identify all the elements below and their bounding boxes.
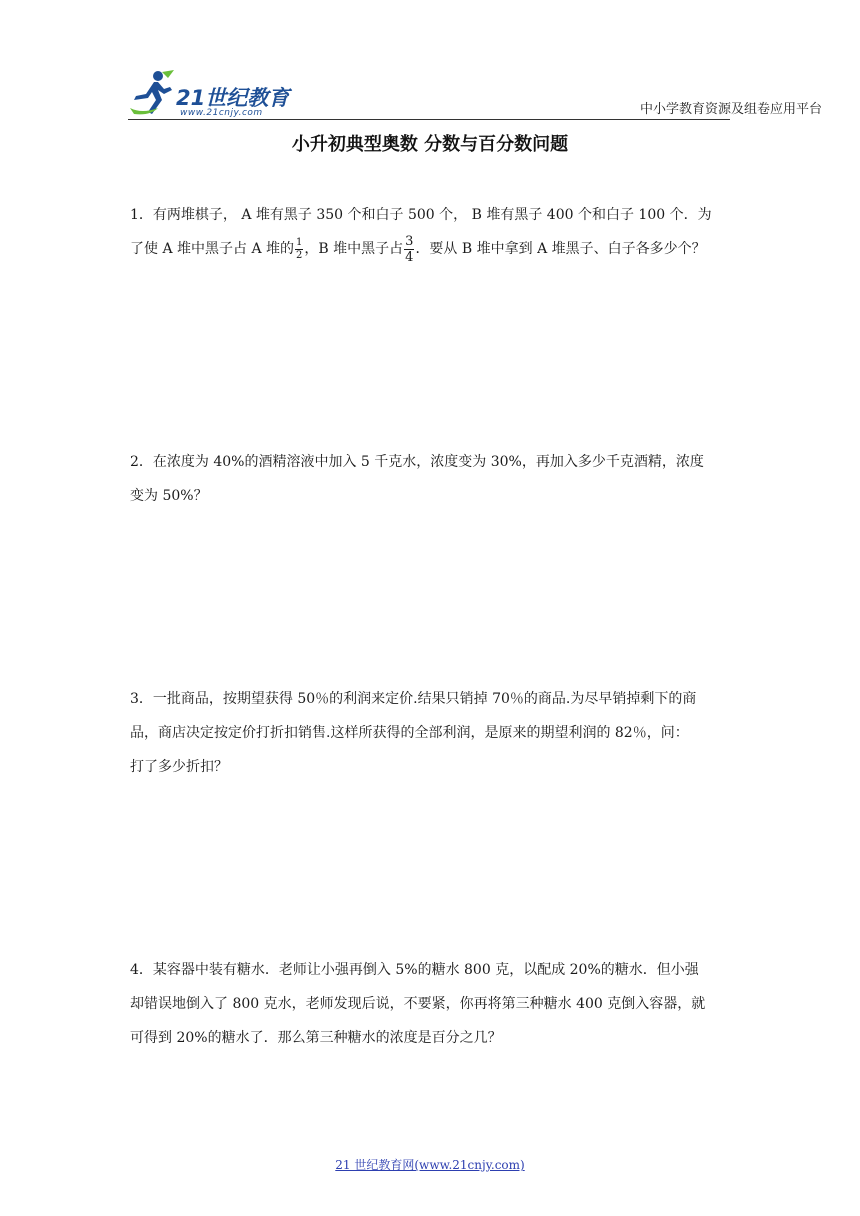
fraction-numerator: 3 bbox=[405, 233, 414, 249]
fraction-denominator: 2 bbox=[296, 249, 303, 261]
logo bbox=[128, 68, 328, 120]
header-divider bbox=[128, 119, 730, 120]
question-1-line-2 bbox=[130, 232, 732, 266]
page-header bbox=[128, 64, 822, 120]
question-3 bbox=[130, 682, 732, 784]
fraction-one-half bbox=[295, 238, 303, 261]
footer-link[interactable]: 21 世纪教育网(www.21cnjy.com) bbox=[335, 1158, 525, 1172]
platform-name: 中小学教育资源及组卷应用平台 bbox=[639, 102, 822, 117]
question-4-line-1: 4．某容器中装有糖水．老师让小强再倒入 5%的糖水 800 克，以配成 20%的糖水．但小强 bbox=[130, 962, 699, 978]
question-2 bbox=[130, 445, 732, 513]
question-4-line-3: 可得到 20%的糖水了．那么第三种糖水的浓度是百分之几？ bbox=[130, 1030, 502, 1046]
question-2-line-2: 变为 50%？ bbox=[130, 488, 208, 504]
page-title: 小升初典型奥数 分数与百分数问题 bbox=[291, 134, 569, 155]
running-figure-icon bbox=[128, 68, 176, 120]
question-1-text-a: 了使 A 堆中黑子占 A 堆的 bbox=[130, 241, 295, 257]
question-3-line-3: 打了多少折扣？ bbox=[130, 759, 228, 775]
question-1 bbox=[130, 198, 732, 266]
question-2-line-1: 2．在浓度为 40%的酒精溶液中加入 5 千克水，浓度变为 30%，再加入多少千克酒精，浓度 bbox=[130, 454, 704, 470]
logo-url: www.21cnjy.com bbox=[180, 108, 263, 118]
question-1-text-c: ．要从 B 堆中拿到 A 堆黑子、白子各多少个？ bbox=[415, 241, 706, 257]
question-1-line-1: 1．有两堆棋子， A 堆有黑子 350 个和白子 500 个， B 堆有黑子 400 个和白子 100 个．为 bbox=[130, 207, 712, 223]
question-4 bbox=[130, 953, 732, 1055]
question-1-text-b: ，B 堆中黑子占 bbox=[304, 241, 404, 257]
fraction-three-quarters bbox=[404, 235, 414, 264]
fraction-denominator: 4 bbox=[405, 249, 414, 265]
question-3-line-1: 3．一批商品，按期望获得 50％的利润来定价.结果只销掉 70％的商品.为尽早销掉剩下的商 bbox=[130, 691, 697, 707]
fraction-numerator: 1 bbox=[296, 236, 303, 248]
question-3-line-2: 品，商店决定按定价打折扣销售.这样所获得的全部利润，是原来的期望利润的 82％，问： bbox=[130, 725, 689, 741]
question-4-line-2: 却错误地倒入了 800 克水，老师发现后说，不要紧，你再将第三种糖水 400 克倒入容器，就 bbox=[130, 996, 706, 1012]
logo-text: 21世纪教育 bbox=[176, 86, 290, 110]
